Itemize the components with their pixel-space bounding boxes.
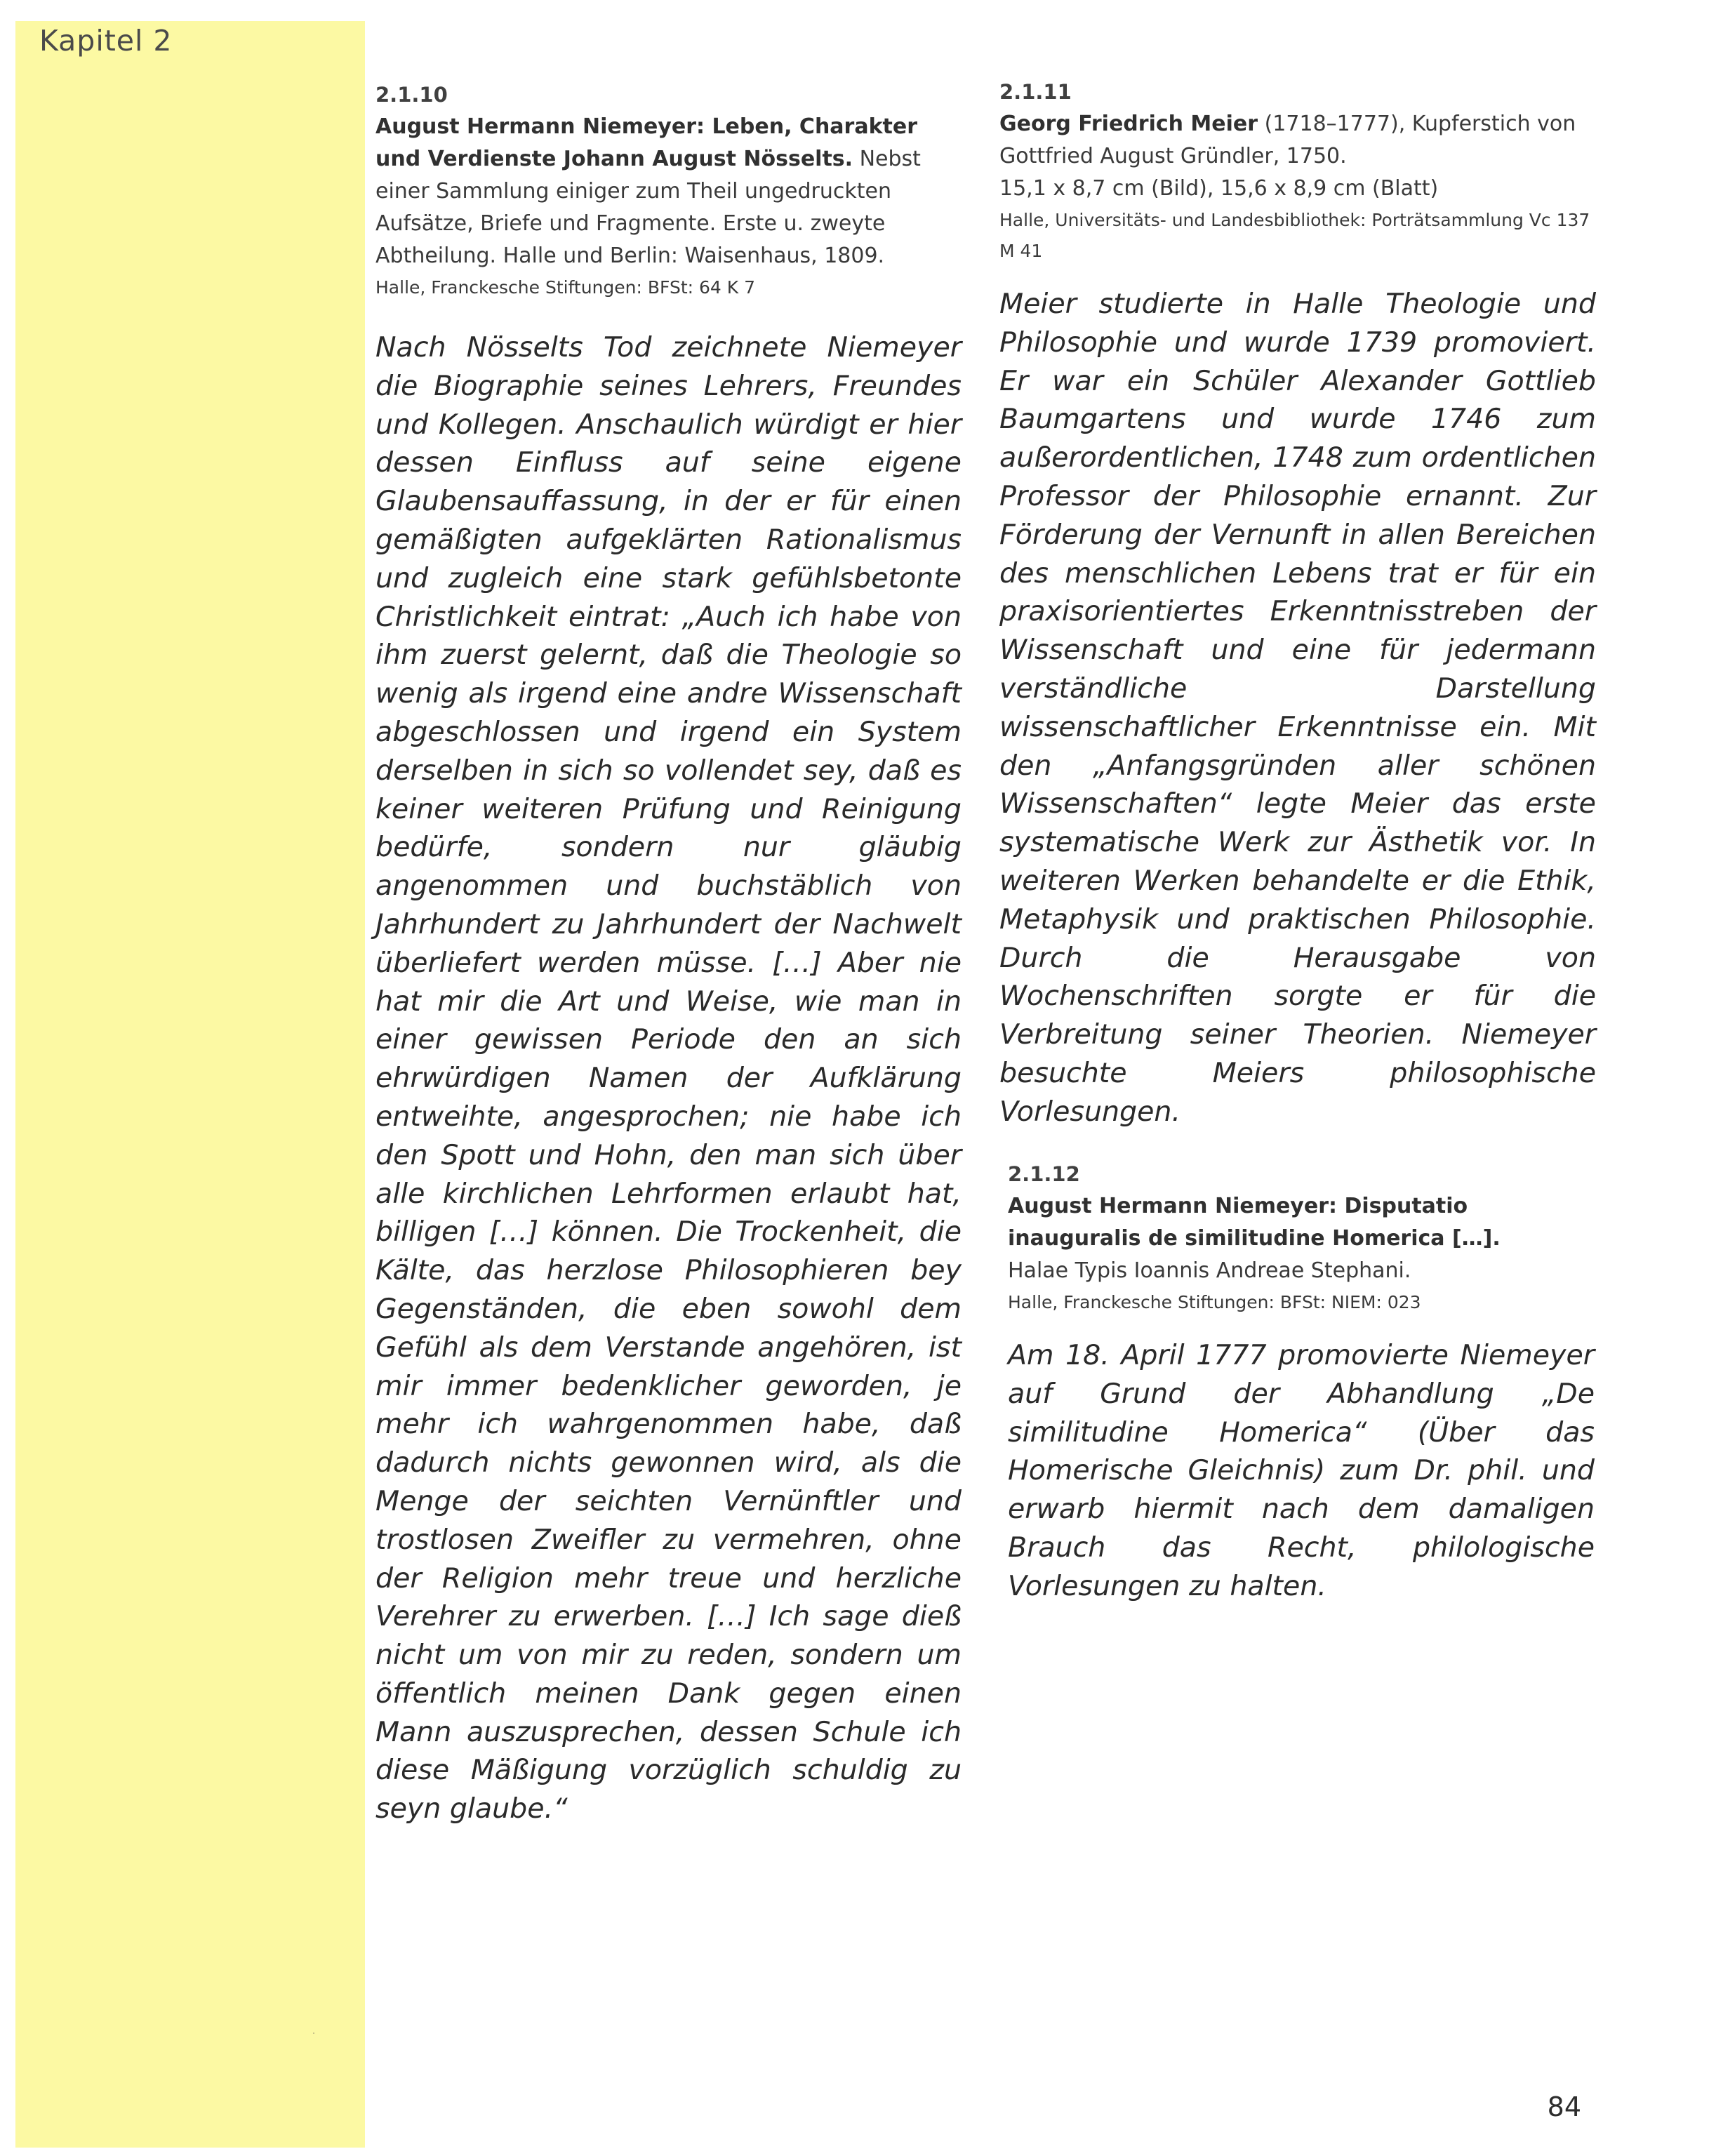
entry-number: 2.1.12 xyxy=(1008,1162,1080,1186)
entry-number: 2.1.11 xyxy=(999,80,1072,104)
entry-location: Halle, Franckesche Stiftungen: BFSt: NIEM: 023 xyxy=(1008,1292,1421,1312)
entry-location: Halle, Universitäts- und Landesbibliothek: Porträtsammlung Vc 137 M 41 xyxy=(999,210,1590,261)
entry-description: Meier studierte in Halle Theologie und Philosophie und wurde 1739 promoviert. Er war ein Schüler Alexander Gottlieb Baumgartens und wurde 1746 zum außerordentlichen, 1748 zum ordentlichen Professor der Philosophie ernannt. Zur Förderung der Vernunft in allen Bereichen des menschlichen Lebens trat er für ein praxisorientiertes Erkenntnisstreben der Wissenschaft und eine für jedermann verständliche Darstellung wissenschaftlicher Erkenntnisse ein. Mit den „Anfangsgründen aller schönen Wissenschaften“ legte Meier das erste systematische Werk zur Ästhetik vor. In weiteren Werken behandelte er die Ethik, Metaphysik und praktischen Philosophie. Durch die Herausgabe von Wochenschriften sorgte er für die Verbreitung seiner Theorien. Niemeyer besuchte Meiers philosophische Vorlesungen. xyxy=(999,288,1596,1128)
entry-title xyxy=(999,108,1596,173)
entry-description: Nach Nösselts Tod zeichnete Niemeyer die Biographie seines Lehrers, Freundes und Kollegen. Anschaulich würdigt er hier dessen Einfluss auf seine eigene Glaubensauffassung, in der er für einen gemäßigten aufgeklärten Rationalismus und zugleich eine stark gefühlsbetonte Christlichkeit eintrat: „Auch ich habe von ihm zuerst gelernt, daß die Theologie so wenig als irgend eine andre Wissenschaft abgeschlossen und irgend ein System derselben in sich so vollendet sey, daß es keiner weiteren Prüfung und Reinigung bedürfe, sondern nur gläubig angenommen und buchstäblich von Jahrhundert zu Jahrhundert der Nachwelt überliefert werden müsse. […] Aber nie hat mir die Art und Weise, wie man in einer gewissen Periode den an sich ehrwürdigen Namen der Aufklärung entweihte, angesprochen; nie habe ich den Spott und Hohn, den man sich über alle kirchlichen Lehrformen erlaubt hat, billigen […] können. Die Trockenheit, die Kälte, das herzlose Philosophieren bey Gegenständen, die eben sowohl dem Gefühl als dem Verstande angehören, ist mir immer bedenklicher geworden, je mehr ich wahrgenommen habe, daß dadurch nichts gewonnen wird, als die Menge der seichten Vernünftler und trostlosen Zweifler zu vermehren, ohne der Religion mehr treue und herzliche Verehrer zu erwerben. […] Ich sage dieß nicht um von mir zu reden, sondern um öffentlich meinen Dank gegen einen Mann auszusprechen, dessen Schule ich diese Mäßigung vorzüglich schuldig zu seyn glaube.“ xyxy=(375,331,962,1825)
entry-location: Halle, Franckesche Stiftungen: BFSt: 64 K 7 xyxy=(375,277,756,298)
entry-title-rest: Nebst einer Sammlung einiger zum Theil ungedruckten Aufsätze, Briefe und Fragmente. Erste u. zweyte Abtheilung. Halle und Berlin: Waisenhaus, 1809. xyxy=(375,147,921,268)
chapter-side-band xyxy=(15,21,365,2148)
entry-title-rest: (1718–1777), Kupferstich von Gottfried August Gründler, 1750. xyxy=(999,112,1576,168)
entry-description: Am 18. April 1777 promovierte Niemeyer auf Grund der Abhandlung „De similitudine Homerica“ (Über das Homerische Gleichnis) zum Dr. phil. und erwarb hiermit nach dem damaligen Brauch das Recht, philologische Vorlesungen zu halten. xyxy=(1008,1339,1595,1602)
entry-imprint: Halae Typis Ioannis Andreae Stephani. xyxy=(1008,1258,1411,1283)
entry-title xyxy=(1008,1190,1595,1255)
scan-speck xyxy=(313,2032,314,2034)
entry-title-bold: August Hermann Niemeyer: Leben, Charakter und Verdienste Johann August Nösselts. xyxy=(375,114,918,171)
chapter-label: Kapitel 2 xyxy=(39,24,173,58)
entry-2-1-12 xyxy=(1008,1158,1595,1606)
entry-number: 2.1.10 xyxy=(375,83,448,107)
entry-2-1-10 xyxy=(375,79,962,1828)
entry-title xyxy=(375,111,962,272)
entry-2-1-11 xyxy=(999,76,1596,1131)
entry-title-bold: Georg Friedrich Meier xyxy=(999,112,1258,136)
entry-title-bold: August Hermann Niemeyer: Disputatio inauguralis de similitudine Homerica […]. xyxy=(1008,1194,1501,1251)
page-number: 84 xyxy=(1547,2091,1581,2122)
entry-dimensions: 15,1 x 8,7 cm (Bild), 15,6 x 8,9 cm (Blatt) xyxy=(999,176,1439,201)
